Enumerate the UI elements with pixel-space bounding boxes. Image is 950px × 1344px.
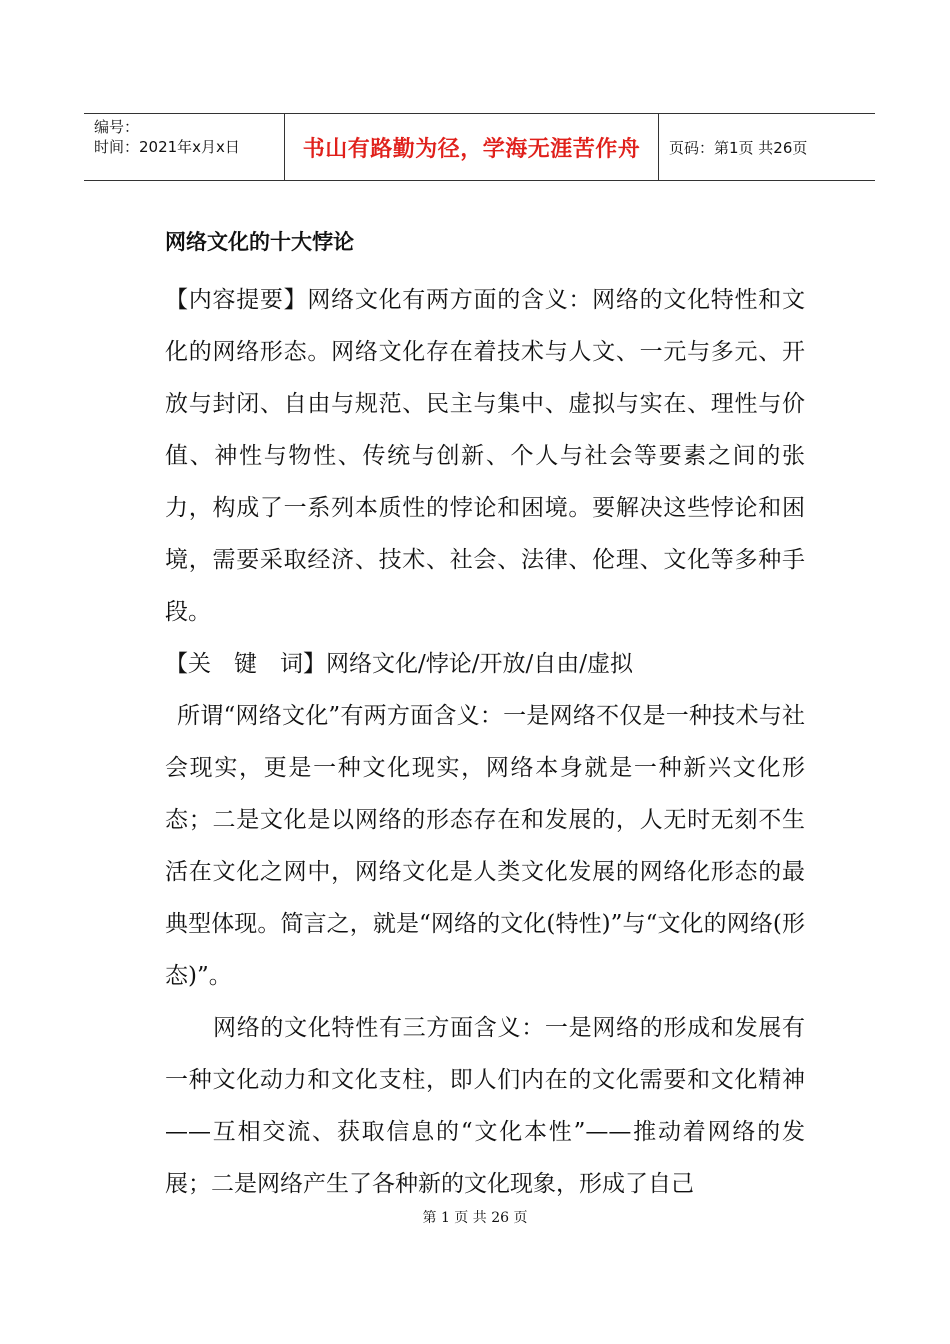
body-paragraph-2: 网络的文化特性有三方面含义：一是网络的形成和发展有一种文化动力和文化支柱，即人们内在的文化需要和文化精神——互相交流、获取信息的“文化本性”——推动着网络的发展；二是网络产生了各种新的文化现象，形成了自己 bbox=[165, 1015, 805, 1197]
keywords-line: 【关 键 词】网络文化/悖论/开放/自由/虚拟 bbox=[165, 651, 633, 677]
document-time-label: 时间：2021年x月x日 bbox=[94, 138, 240, 156]
document-title: 网络文化的十大悖论 bbox=[165, 230, 354, 254]
header-page-info: 页码：第1页 共26页 bbox=[669, 138, 808, 157]
document-number-label: 编号： bbox=[94, 118, 140, 136]
document-body bbox=[165, 222, 805, 1210]
header-motto: 书山有路勤为径，学海无涯苦作舟 bbox=[285, 114, 659, 180]
page-footer: 第 1 页 共 26 页 bbox=[422, 1210, 528, 1226]
body-paragraph-1: 所谓“网络文化”有两方面含义：一是网络不仅是一种技术与社会现实，更是一种文化现实，网络本身就是一种新兴文化形态；二是文化是以网络的形态存在和发展的，人无时无刻不生活在文化之网中，网络文化是人类文化发展的网络化形态的最典型体现。简言之，就是“网络的文化(特性)”与“文化的网络(形态)”。 bbox=[165, 703, 805, 989]
document-header bbox=[84, 113, 875, 181]
abstract-paragraph: 【内容提要】网络文化有两方面的含义：网络的文化特性和文化的网络形态。网络文化存在着技术与人文、一元与多元、开放与封闭、自由与规范、民主与集中、虚拟与实在、理性与价值、神性与物性、传统与创新、个人与社会等要素之间的张力，构成了一系列本质性的悖论和困境。要解决这些悖论和困境，需要采取经济、技术、社会、法律、伦理、文化等多种手段。 bbox=[165, 287, 805, 625]
header-meta bbox=[84, 114, 285, 180]
